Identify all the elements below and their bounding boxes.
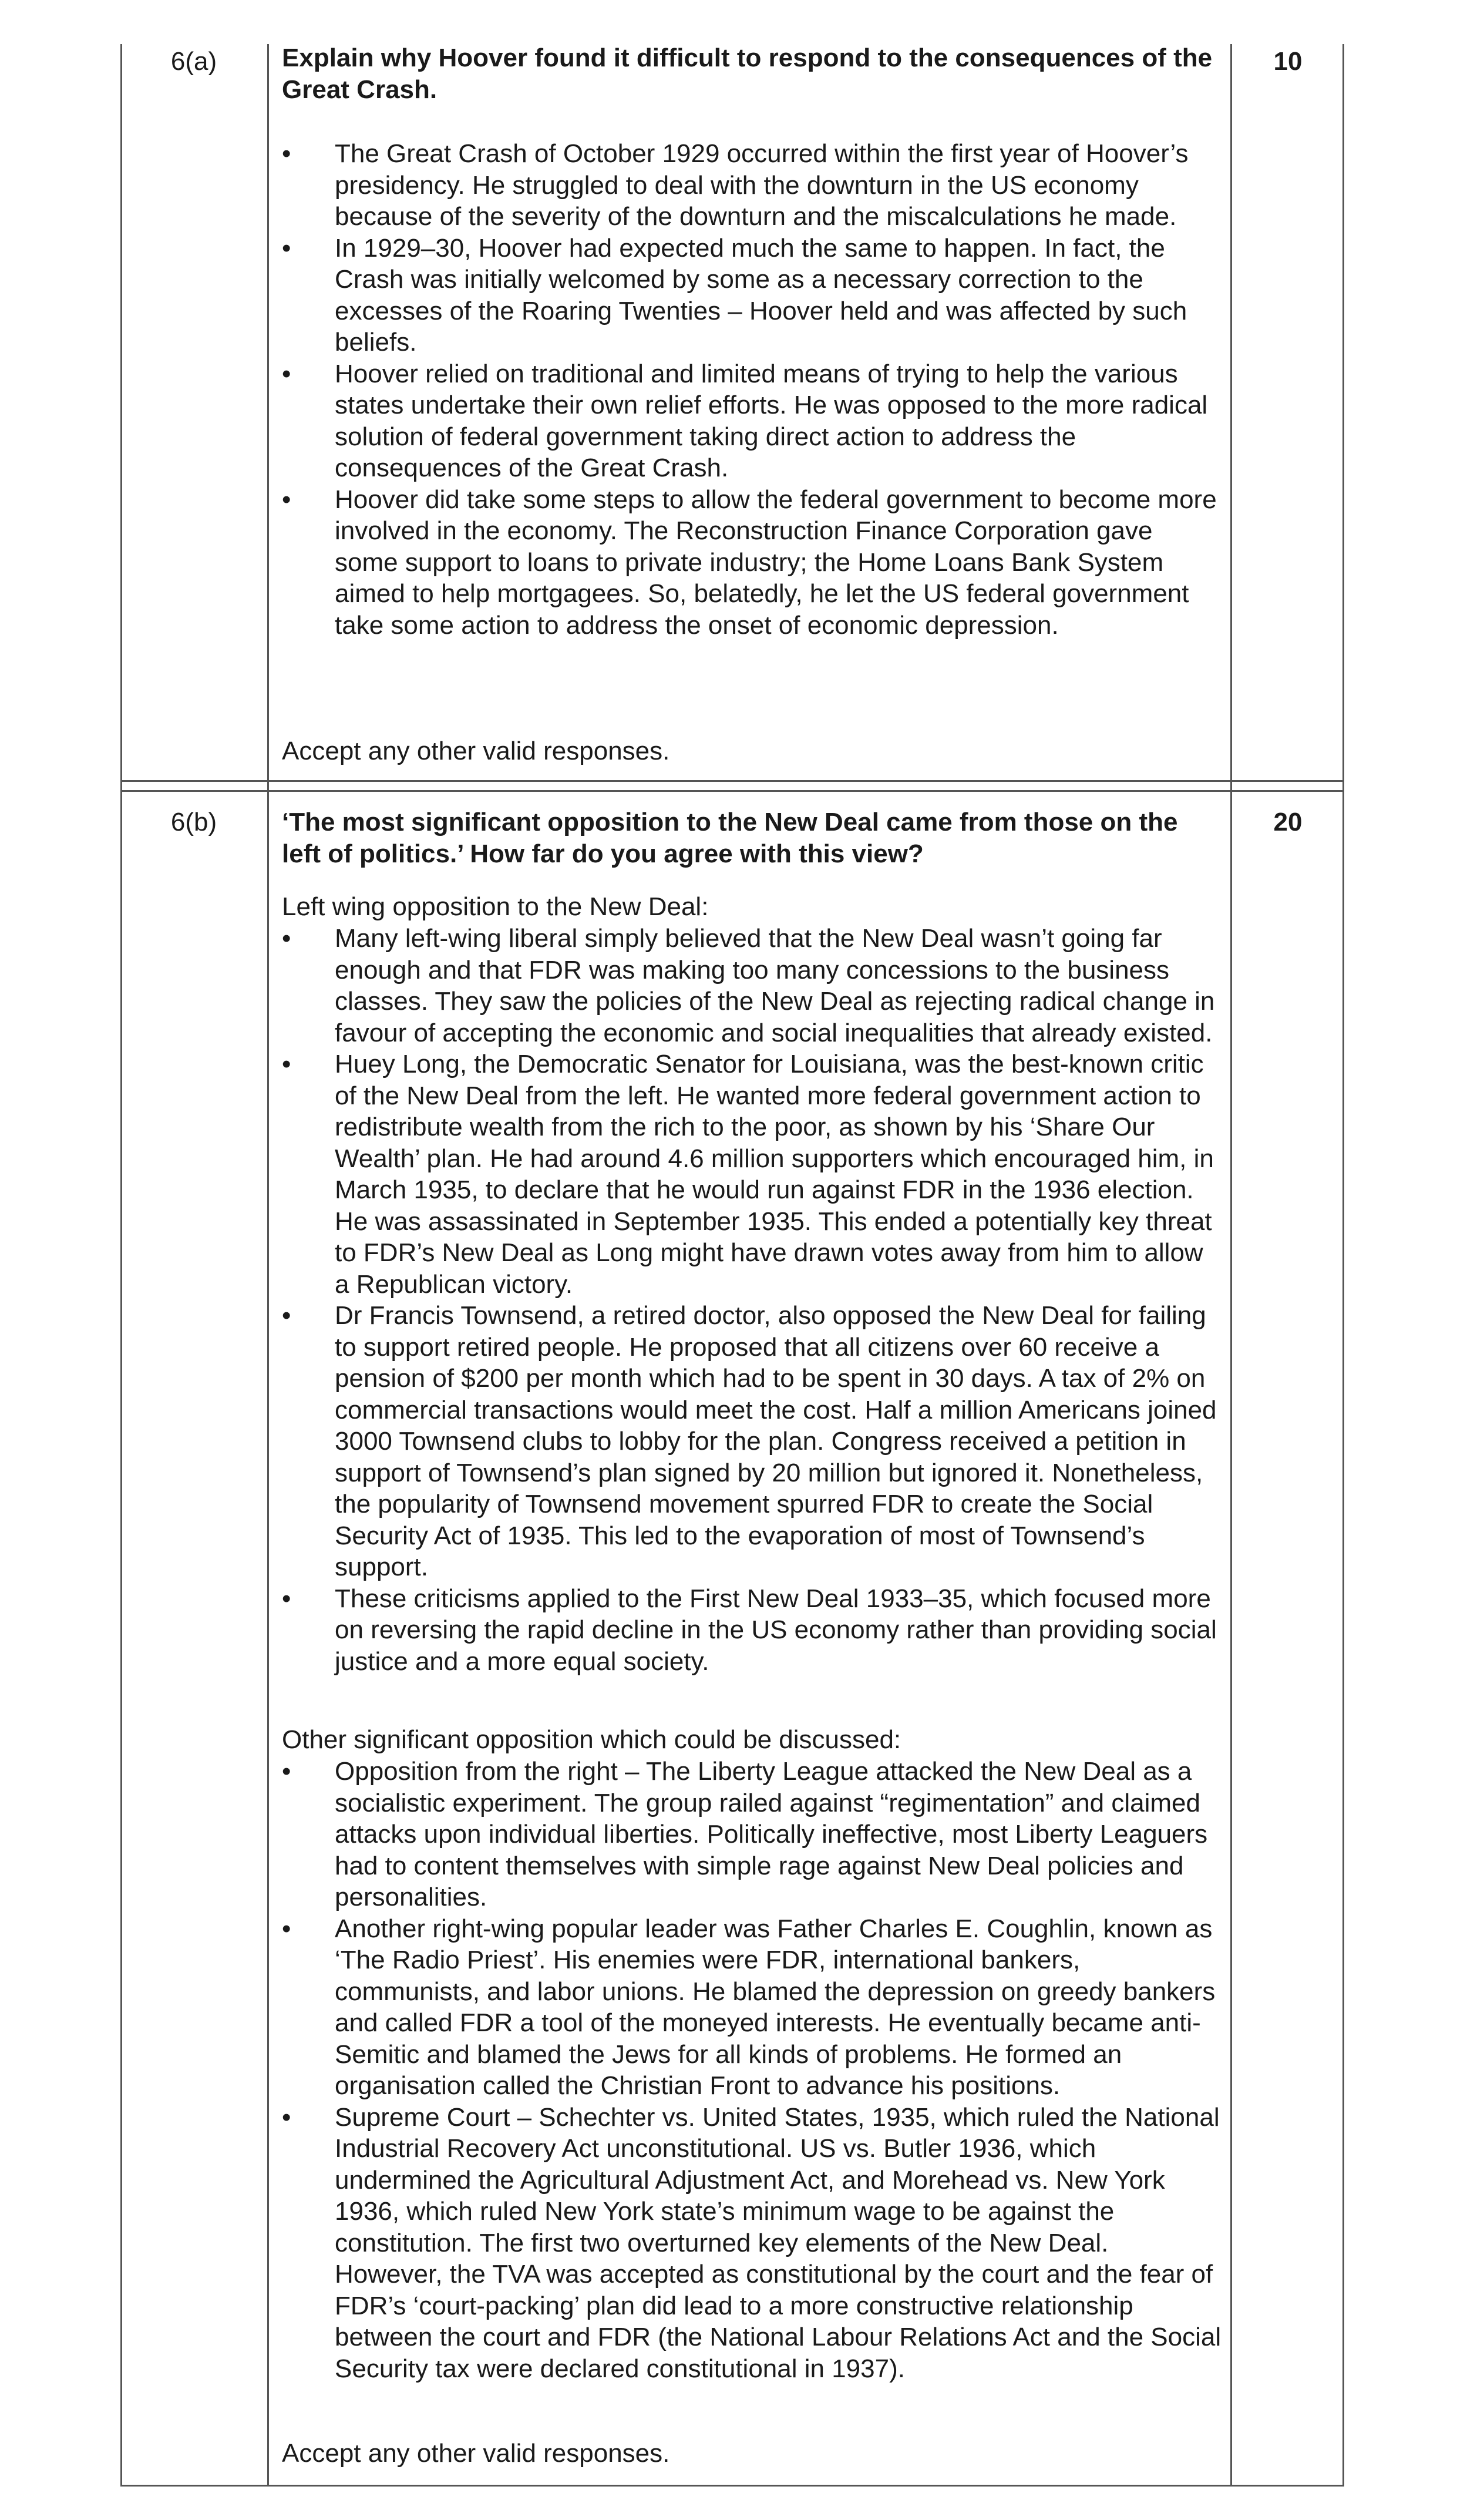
answer-point: • Huey Long, the Democratic Senator for Louisiana, was the best-known critic of the New Deal from the left. He wanted more federal government action to redistribute wealth from the rich to the poor, as shown by his ‘Share Our Wealth’ plan. He had around 4.6 million supporters which encouraged him, in March 1935, to declare that he would run against FDR in the 1936 election. He was assassinated in September 1935. This ended a potentially key threat to FDR’s New Deal as Long might have drawn votes away from him to allow a Republican victory.: [282, 1050, 1214, 1299]
closing-note-6a: Accept any other valid responses.: [282, 737, 670, 765]
answer-point: • Many left-wing liberal simply believed that the New Deal wasn’t going far enough and that FDR was making too many concessions to the business classes. They saw the policies of the New Deal as rejecting radical change in favour of accepting the economic and social inequalities that already existed.: [282, 924, 1215, 1047]
answer-point: • These criticisms applied to the First New Deal 1933–35, which focused more on reversing the rapid decline in the US economy rather than providing social justice and a more equal society.: [282, 1584, 1217, 1676]
bullet-icon: •: [282, 1757, 291, 1786]
row-divider-bottom: [120, 790, 1344, 792]
answer-point: • Hoover relied on traditional and limited means of trying to help the various states undertake their own relief efforts. He was opposed to the more radical solution of federal government taking direct action to address the consequences of the Great Crash.: [282, 359, 1208, 482]
column-divider-question: [267, 44, 269, 2485]
bullet-icon: •: [282, 359, 291, 388]
question-text-6b: ‘The most significant opposition to the New Deal came from those on the left of politics.’ How far do you agree with this view?: [282, 808, 1178, 868]
table-border-bottom: [120, 2485, 1344, 2487]
closing-note-6b: Accept any other valid responses.: [282, 2439, 670, 2468]
answer-points-6b-left-wing: [282, 923, 1222, 1677]
section-heading-left-wing: Left wing opposition to the New Deal:: [282, 892, 709, 921]
marks-6a: 10: [1273, 47, 1303, 76]
answer-points-6a: [282, 138, 1222, 641]
table-border-right: [1342, 44, 1344, 2485]
bullet-icon: •: [282, 924, 291, 953]
answer-points-6b-other: [282, 1756, 1222, 2384]
answer-point: • Another right-wing popular leader was Father Charles E. Coughlin, known as ‘The Radio Priest’. His enemies were FDR, international bankers, communists, and labor unions. He blamed the depression on greedy bankers and called FDR a tool of the moneyed interests. He eventually became anti-Semitic and blamed the Jews for all kinds of problems. He formed an organisation called the Christian Front to advance his positions.: [282, 1914, 1216, 2100]
bullet-icon: •: [282, 1914, 291, 1943]
bullet-icon: •: [282, 1301, 291, 1330]
section-heading-other: Other significant opposition which could be discussed:: [282, 1725, 901, 1754]
question-text-6a: Explain why Hoover found it difficult to respond to the consequences of the Great Crash.: [282, 43, 1213, 104]
answer-point: • Opposition from the right – The Liberty League attacked the New Deal as a socialistic experiment. The group railed against “regimentation” and claimed attacks upon individual liberties. Politically ineffective, most Liberty Leaguers had to content themselves with simple rage against New Deal policies and personalities.: [282, 1757, 1208, 1911]
answer-point: • Hoover did take some steps to allow the federal government to become more involved in the economy. The Reconstruction Finance Corporation gave some support to loans to private industry; the Home Loans Bank System aimed to help mortgagees. So, belatedly, he let the US federal government take some action to address the onset of economic depression.: [282, 485, 1217, 640]
marks-6b: 20: [1273, 808, 1303, 836]
bullet-icon: •: [282, 2102, 291, 2132]
answer-point: • Dr Francis Townsend, a retired doctor, also opposed the New Deal for failing to support retired people. He proposed that all citizens over 60 receive a pension of $200 per month which had to be spent in 30 days. A tax of 2% on commercial transactions would meet the cost. Half a million Americans joined 3000 Townsend clubs to lobby for the plan. Congress received a petition in support of Townsend’s plan signed by 20 million but ignored it. Nonetheless, the popularity of Townsend movement spurred FDR to create the Social Security Act of 1935. This led to the evaporation of most of Townsend’s support.: [282, 1301, 1217, 1581]
question-number-6a: 6(a): [170, 47, 217, 76]
column-divider-marks: [1230, 44, 1232, 2485]
bullet-icon: •: [282, 485, 291, 514]
answer-point: • The Great Crash of October 1929 occurred within the first year of Hoover’s presidency. He struggled to deal with the downturn in the US economy because of the severity of the downturn and the miscalculations he made.: [282, 139, 1189, 231]
bullet-icon: •: [282, 1050, 291, 1078]
table-border-left: [120, 44, 122, 2485]
answer-point: • In 1929–30, Hoover had expected much the same to happen. In fact, the Crash was initially welcomed by some as a necessary correction to the excesses of the Roaring Twenties – Hoover held and was affected by such beliefs.: [282, 233, 1187, 357]
bullet-icon: •: [282, 1584, 291, 1613]
bullet-icon: •: [282, 233, 291, 263]
question-number-6b: 6(b): [170, 808, 217, 836]
row-divider-top: [120, 780, 1344, 782]
answer-point: • Supreme Court – Schechter vs. United States, 1935, which ruled the National Industrial Recovery Act unconstitutional. US vs. Butler 1936, which undermined the Agricultural Adjustment Act, and Morehead vs. New York 1936, which ruled New York state’s minimum wage to be against the constitution. The first two overturned key elements of the New Deal. However, the TVA was accepted as constitutional by the court and the fear of FDR’s ‘court-packing’ plan did lead to a more constructive relationship between the court and FDR (the National Labour Relations Act and the Social Security tax were declared constitutional in 1937).: [282, 2102, 1222, 2383]
bullet-icon: •: [282, 139, 291, 168]
